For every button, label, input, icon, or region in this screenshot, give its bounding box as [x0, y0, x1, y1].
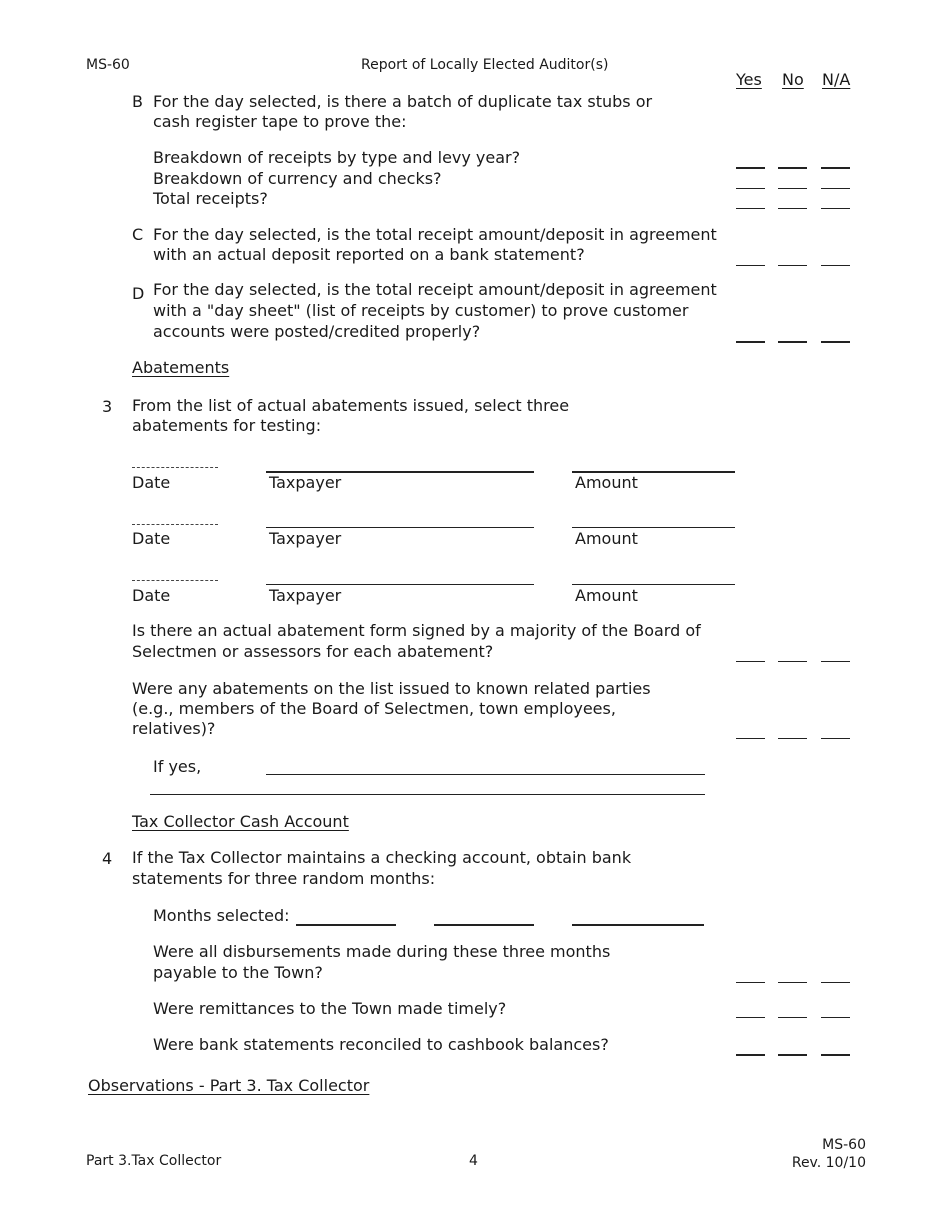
remittances-question: Were remittances to the Town made timely? [153, 999, 507, 1018]
answer-blank-na[interactable] [821, 982, 850, 983]
disbursements-question-line-2: payable to the Town? [153, 963, 323, 982]
answer-blank-yes[interactable] [736, 1054, 765, 1056]
answer-blank-yes[interactable] [736, 208, 765, 209]
cash-account-heading: Tax Collector Cash Account [132, 812, 349, 831]
section-4-number: 4 [102, 849, 113, 868]
reconciliation-question: Were bank statements reconciled to cashbook balances? [153, 1035, 609, 1054]
footer-form-code: MS-60 [822, 1137, 866, 1153]
answer-blank-yes[interactable] [736, 341, 765, 343]
column-yes-header: Yes [736, 70, 762, 89]
taxpayer-label: Taxpayer [269, 586, 342, 605]
item-d-question-line-3: accounts were posted/credited properly? [153, 322, 481, 341]
answer-blank-no[interactable] [778, 1054, 807, 1056]
abatement-date-blank[interactable] [132, 524, 218, 525]
item-b-question-line-1: For the day selected, is there a batch of duplicate tax stubs or [153, 92, 653, 111]
abatement-taxpayer-blank[interactable] [266, 584, 534, 585]
answer-blank-no[interactable] [778, 188, 807, 189]
abatements-intro-line-1: From the list of actual abatements issued, select three [132, 396, 570, 415]
item-d-question-line-2: with a "day sheet" (list of receipts by customer) to prove customer [153, 301, 689, 320]
answer-blank-no[interactable] [778, 208, 807, 209]
answer-blank-no[interactable] [778, 661, 807, 662]
answer-blank-yes[interactable] [736, 265, 765, 266]
column-na-header: N/A [822, 70, 851, 89]
abatement-form-question-line-2: Selectmen or assessors for each abatement? [132, 642, 494, 661]
related-parties-question-line-2: (e.g., members of the Board of Selectmen, town employees, [132, 699, 616, 718]
answer-blank-no[interactable] [778, 167, 807, 169]
answer-blank-no[interactable] [778, 982, 807, 983]
abatement-form-question-line-1: Is there an actual abatement form signed by a majority of the Board of [132, 621, 701, 640]
month-2-blank[interactable] [434, 924, 534, 926]
month-3-blank[interactable] [572, 924, 704, 926]
item-b-sub-item: Total receipts? [153, 189, 268, 208]
cash-account-intro-line-1: If the Tax Collector maintains a checking account, obtain bank [132, 848, 632, 867]
item-c-letter: C [132, 225, 144, 244]
date-label: Date [132, 586, 171, 605]
answer-blank-yes[interactable] [736, 167, 765, 169]
item-b-letter: B [132, 92, 143, 111]
answer-blank-na[interactable] [821, 341, 850, 343]
item-d-question-line-1: For the day selected, is the total receipt amount/deposit in agreement [153, 280, 717, 299]
amount-label: Amount [575, 586, 638, 605]
related-parties-question-line-1: Were any abatements on the list issued to known related parties [132, 679, 651, 698]
taxpayer-label: Taxpayer [269, 529, 342, 548]
if-yes-label: If yes, [153, 757, 202, 776]
item-b-question-line-2: cash register tape to prove the: [153, 112, 407, 131]
abatement-amount-blank[interactable] [572, 527, 735, 528]
disbursements-question-line-1: Were all disbursements made during these three months [153, 942, 611, 961]
date-label: Date [132, 529, 171, 548]
amount-label: Amount [575, 529, 638, 548]
abatements-heading: Abatements [132, 358, 230, 377]
column-no-header: No [782, 70, 804, 89]
answer-blank-yes[interactable] [736, 661, 765, 662]
observations-heading: Observations - Part 3. Tax Collector [88, 1076, 370, 1095]
answer-blank-no[interactable] [778, 265, 807, 266]
cash-account-intro-line-2: statements for three random months: [132, 869, 436, 888]
answer-blank-na[interactable] [821, 265, 850, 266]
footer-page-number: 4 [469, 1153, 478, 1169]
header-form-code: MS-60 [86, 57, 130, 73]
answer-blank-na[interactable] [821, 738, 850, 739]
answer-blank-yes[interactable] [736, 1017, 765, 1018]
answer-blank-yes[interactable] [736, 188, 765, 189]
item-c-question-line-1: For the day selected, is the total receipt amount/deposit in agreement [153, 225, 717, 244]
answer-blank-no[interactable] [778, 1017, 807, 1018]
item-d-letter: D [132, 284, 145, 303]
answer-blank-yes[interactable] [736, 738, 765, 739]
months-selected-label: Months selected: [153, 906, 290, 925]
abatement-amount-blank[interactable] [572, 584, 735, 585]
answer-blank-no[interactable] [778, 341, 807, 343]
answer-blank-na[interactable] [821, 167, 850, 169]
footer-part-label: Part 3.Tax Collector [86, 1153, 222, 1169]
answer-blank-na[interactable] [821, 661, 850, 662]
answer-blank-na[interactable] [821, 1054, 850, 1056]
item-b-sub-item: Breakdown of receipts by type and levy year? [153, 148, 521, 167]
amount-label: Amount [575, 473, 638, 492]
month-1-blank[interactable] [296, 924, 396, 926]
if-yes-explanation-blank[interactable] [266, 774, 705, 775]
if-yes-explanation-blank[interactable] [150, 794, 705, 795]
section-3-number: 3 [102, 397, 113, 416]
item-b-sub-item: Breakdown of currency and checks? [153, 169, 442, 188]
taxpayer-label: Taxpayer [269, 473, 342, 492]
answer-blank-na[interactable] [821, 208, 850, 209]
date-label: Date [132, 473, 171, 492]
item-c-question-line-2: with an actual deposit reported on a bank statement? [153, 245, 585, 264]
related-parties-question-line-3: relatives)? [132, 719, 216, 738]
answer-blank-no[interactable] [778, 738, 807, 739]
abatements-intro-line-2: abatements for testing: [132, 416, 322, 435]
header-title: Report of Locally Elected Auditor(s) [361, 57, 609, 73]
abatement-date-blank[interactable] [132, 580, 218, 581]
answer-blank-yes[interactable] [736, 982, 765, 983]
answer-blank-na[interactable] [821, 188, 850, 189]
answer-blank-na[interactable] [821, 1017, 850, 1018]
footer-revision: Rev. 10/10 [791, 1155, 866, 1171]
abatement-date-blank[interactable] [132, 467, 218, 468]
abatement-taxpayer-blank[interactable] [266, 527, 534, 528]
